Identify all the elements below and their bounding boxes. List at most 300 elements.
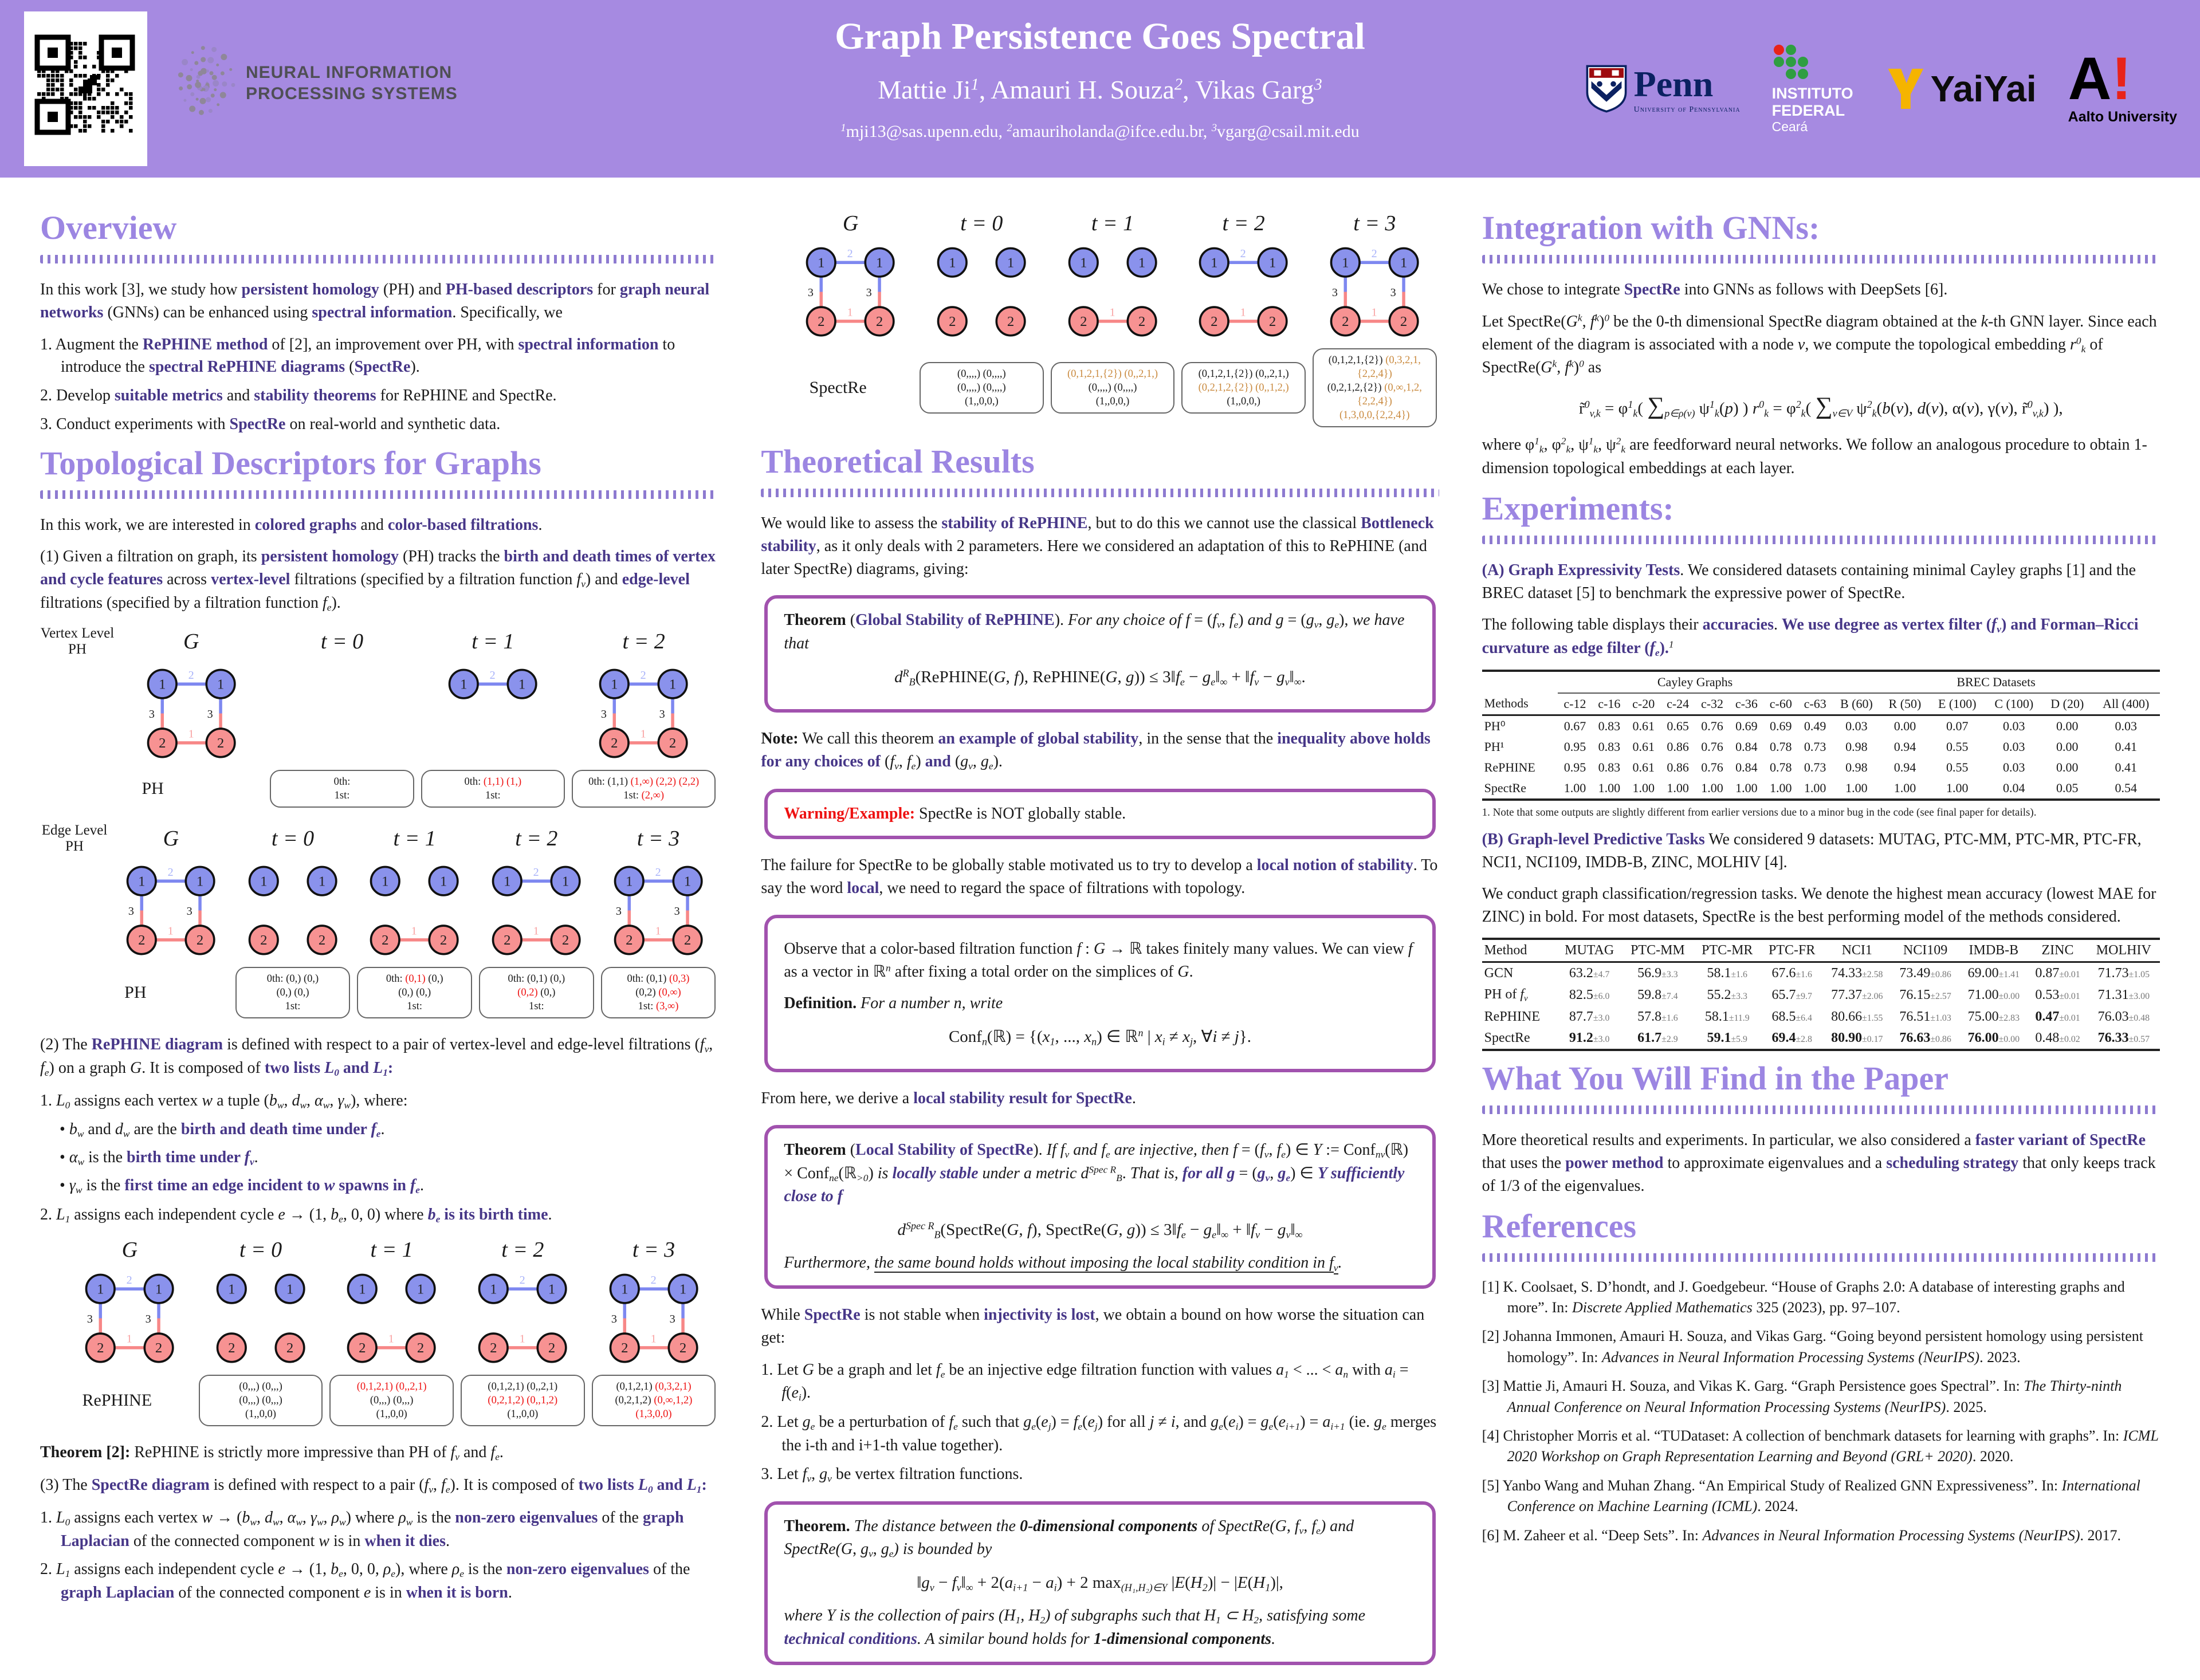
svg-text:1: 1 [318,874,326,890]
section-divider [1482,536,2160,544]
reference-item: [5] Yanbo Wang and Muhan Zhang. “An Empirical Study of Realized GNN Expressiveness”. In: International Conference on Machine Learning (ICML). 2024. [1482,1477,2140,1515]
svg-text:3: 3 [145,1312,151,1325]
figure-row-label: PH [142,778,164,798]
svg-text:2: 2 [655,865,661,879]
svg-text:3: 3 [1332,286,1338,299]
svg-text:1: 1 [286,1281,294,1297]
figure-column-title: t = 2 [1222,211,1265,235]
svg-text:1: 1 [1079,255,1087,271]
svg-text:3: 3 [611,1312,617,1325]
svg-text:2: 2 [155,1340,163,1356]
svg-text:1: 1 [533,924,539,938]
table-row: PH⁰ 0.67 0.83 0.61 0.65 0.76 0.69 0.69 0.49 0.03 0.00 0.07 0.03 0.00 0.03 [1484,718,2137,733]
svg-text:1: 1 [1007,255,1015,271]
definition-box [764,915,1435,1073]
svg-text:1: 1 [411,924,418,938]
svg-text:2: 2 [318,932,326,948]
section-title-overview: Overview [40,209,177,246]
svg-text:1: 1 [126,1332,132,1345]
svg-text:3: 3 [659,707,666,721]
svg-text:1: 1 [440,874,447,890]
graph-diagram [584,660,702,768]
rephine-bullet-3: • γw is the first time an edge incident to w spawns in fe. [60,1174,718,1198]
figure-column-title: G [121,1237,138,1262]
conf-formula: Confn(ℝ) = {(x1, ..., xn) ∈ ℝ$^n$ | xi ≠ xj, ∀i ≠ j}. [948,1027,1252,1048]
table-row: RePHINE 0.95 0.83 0.61 0.86 0.76 0.84 0.78 0.73 0.98 0.94 0.55 0.03 0.00 0.41 [1484,760,2137,774]
svg-text:1: 1 [227,1281,235,1297]
figure-graph-cell [117,660,265,768]
table-column-header: D (20) [2042,693,2092,715]
reference-item: [6] M. Zaheer et al. “Deep Sets”. In: Advances in Neural Information Processing Systems (NeurIPS). 2017. [1482,1526,2121,1544]
figure-graph-cell [1310,238,1439,346]
svg-text:2: 2 [683,932,692,948]
diagram-box: (0,1,2,1,{2}) (0,3,2,1,{2,2,4}) (0,2,1,2,{2}) (0,∞,1,2,{2,2,4}) (1,3,0,0,{2,2,4}) [1313,348,1437,427]
svg-text:2: 2 [949,314,956,330]
aalto-logo-text: Aalto University [2068,108,2177,125]
diagram-box: 0th: (0,1) (0,) (0,2) (0,) 1st: [479,967,594,1018]
svg-text:2: 2 [1371,247,1377,261]
table-group-header [1482,671,1558,693]
svg-text:2: 2 [1342,314,1349,330]
theory-local-paragraph: The failure for SpectRe to be globally stable motivated us to try to develop a local notion of stability. To say the word local, we need to regard the space of filtrations with topology. [761,856,1438,898]
svg-text:2: 2 [227,1340,235,1356]
table-column-header: B (60) [1832,693,1881,715]
table-column-header: c-12 [1558,693,1592,715]
spectre-item-2: 2. L1 assigns each independent cycle e → (1, be, 0, 0, ρe), where ρe is the non-zero eigenvalues of the graph Laplacian of the connected component e is in when it is born. [40,1560,690,1602]
svg-text:2: 2 [138,932,146,948]
neurips-logo [169,34,458,132]
poster-body [0,178,2200,1650]
paper-paragraph: More theoretical results and experiments. In particular, we also considered a faster variant of SpectRe that uses the power method to approximate eigenvalues and a scheduling strategy that only keeps track of 1/3 of the eigenvalues. [1482,1131,2156,1195]
theorem-global-formula: $d^RB(RePHINE(G$, f), RePHINE(G, g)) ≤ 3‖fe − ge‖∞ + ‖fv − gv‖∞. [894,667,1306,688]
svg-text:1: 1 [1109,306,1115,319]
svg-text:1: 1 [1342,255,1349,271]
theorem-local-statement: Theorem (Local Stability of SpectRe). If fv and fe are injective, then f = (fv, fe) ∈ Y := Confnv(ℝ) × Confne(ℝ>0) is locally stable under a metric $d^{Spec R}B$. That is, for all g = (gv, ge) ∈ Y sufficiently close to f [784,1141,1409,1206]
svg-text:1: 1 [1269,255,1276,271]
poster-authors: Mattie Ji$^1$, Amauri H. Souza$^2$, Vikas Garg$^3$ [878,75,1322,104]
section-title-paper-contents: What You Will Find in the Paper [1482,1060,1948,1097]
figure-column-title: t = 0 [271,826,315,851]
penn-shield-icon [1586,65,1627,113]
figure-column-title: t = 2 [501,1237,544,1262]
table-column-header: PTC-MR [1694,939,1761,962]
section-title-experiments: Experiments: [1482,489,1674,527]
svg-text:2: 2 [641,668,647,682]
svg-text:1: 1 [683,874,692,890]
rephine-l0-intro: 1. L0 assigns each vertex w a tuple (bw, dw, αw, γw), where: [40,1091,408,1111]
spectre-figure [761,211,1439,427]
table-column-header: MOLHIV [2088,939,2160,962]
svg-text:1: 1 [818,255,825,271]
svg-text:2: 2 [1400,314,1408,330]
graph-diagram [355,857,473,965]
figure-graph-cell [599,857,718,965]
svg-text:2: 2 [876,314,883,330]
neurips-logo-text: NEURAL INFORMATION PROCESSING SYSTEMS [246,62,458,103]
svg-text:2: 2 [1138,314,1146,330]
svg-text:2: 2 [97,1340,104,1356]
table-column-header: c-32 [1695,693,1730,715]
svg-text:1: 1 [504,874,511,890]
svg-text:2: 2 [489,668,496,682]
neurips-logo-icon [169,34,238,132]
gnn-embedding-formula: r̃$^0$v,k = $\varphi^1k$( ∑p∈ρ(v) $\psi^1k(p)$ ) $r^0k = \varphi^2k$( ∑v∈V $\psi^2k(b(v)$, d(v), α(v), γ(v), r̃$^0$v,k) ), [1579,393,2063,420]
poster-title: Graph Persistence Goes Spectral [835,15,1365,57]
svg-text:1: 1 [158,676,166,693]
figure-graph-cell [786,238,915,346]
experiments-paragraph-3: We conduct graph classification/regression tasks. We denote the highest mean accuracy (lowest MAE for ZINC) in bold. For most datasets, SpectRe is the best performing model of the methods considered. [1482,885,2156,926]
figure-graph-cell [111,857,231,965]
section-divider [40,490,718,499]
svg-text:1: 1 [1400,255,1408,271]
experiments-paragraph-b: (B) Graph-level Predictive Tasks We considered 9 datasets: MUTAG, PTC-MM, PTC-MR, PTC-FR, NCI1, NCI109, IMDB-B, ZINC, MOLHIV [4]. [1482,830,2142,871]
overview-item-3: 3. Conduct experiments with SpectRe on real-world and synthetic data. [40,415,501,433]
graph-diagram [922,238,1040,346]
diagram-box: (0,1,2,1,{2}) (0,,2,1,) (0,2,1,2,{2}) (0,,1,2,) (1,,0,0,) [1181,362,1306,414]
overview-paragraph: In this work [3], we study how persistent homology (PH) and PH-based descriptors for graph neural networks (GNNs) can be enhanced using spectral information. Specifically, we [40,281,710,321]
rephine-figure [40,1237,718,1426]
svg-text:1: 1 [949,255,956,271]
table-column-header: c-36 [1729,693,1763,715]
expressivity-table [1482,670,2160,801]
svg-text:2: 2 [440,932,447,948]
svg-text:1: 1 [1240,306,1247,319]
theory-step-1: 1. Let G be a graph and let fe be an injective edge filtration function with values a1 < ... < an with ai = f(ei). [761,1360,1409,1403]
instituto-federal-icon [1772,43,1810,81]
expressivity-table-wrap [1482,670,2160,801]
svg-text:1: 1 [548,1281,556,1297]
observe-paragraph: Observe that a color-based filtration function f : G → ℝ takes finitely many values. We can view f as a vector in ℝ$^n$ after fixing a total order on the simplices of G. [784,939,1413,981]
theorem-local-formula: $d^{Spec R}B(SpectRe(G$, f), SpectRe(G, g)) ≤ 3‖fe − ge‖∞ + ‖fv − gv‖∞ [897,1220,1303,1241]
svg-text:2: 2 [611,735,618,751]
table-column-header: All (400) [2092,693,2160,715]
table-row: GCN 63.2±4.7 56.9±3.3 58.1±1.6 67.6±1.6 74.33±2.58 73.49±0.86 69.00±1.41 0.87±0.01 71.73±1.05 [1484,965,2150,981]
svg-text:1: 1 [620,1281,628,1297]
graph-diagram [463,1265,582,1372]
table-column-header: ZINC [2028,939,2087,962]
theory-while-paragraph: While SpectRe is not stable when injectivity is lost, we obtain a bound on how worse the situation can get: [761,1306,1425,1347]
figure-row-label: SpectRe [809,378,867,398]
svg-text:3: 3 [669,1312,675,1325]
yaiyai-logo-text: YaiYai [1930,68,2037,109]
yaiyai-logo [1885,67,2037,111]
theorem-global-statement: Theorem (Global Stability of RePHINE). For any choice of f = (fv, fe) and g = (gv, ge), we have that [784,611,1405,653]
svg-text:2: 2 [533,865,539,879]
penn-logo [1586,63,1741,115]
rephine-theorem: Theorem [2]: RePHINE is strictly more impressive than PH of fv and fe. [40,1443,504,1463]
topo-paragraph-2: (1) Given a filtration on graph, its persistent homology (PH) tracks the birth and death times of vertex and cycle features across vertex-level filtrations (specified by a filtration function fv) and edge-level filtrations (specified by a filtration function fe). [40,548,716,613]
theorem-global-stability [764,595,1435,713]
section-divider [1482,1105,2160,1114]
figure-graph-cell [327,1265,456,1372]
instituto-federal-subtext: Ceará [1771,119,1808,135]
figure-side-label: Vertex Level PH [40,625,115,657]
svg-text:1: 1 [625,874,633,890]
svg-text:2: 2 [158,735,166,751]
section-divider [40,255,718,263]
svg-text:2: 2 [548,1340,556,1356]
svg-text:3: 3 [128,904,135,918]
graph-diagram [434,660,552,768]
theory-step-2: 2. Let ge be a perturbation of fe such that ge(ej) = fe(ej) for all j ≠ i, and ge(ei) = ge(ei+1) = ai+1 (ie. ge merges the i-th and i+1-th value together). [761,1413,1437,1455]
figure-graph-cell [233,857,353,965]
svg-text:1: 1 [382,874,389,890]
table-column-header: C (100) [1985,693,2042,715]
figure-graph-cell [65,1265,194,1372]
svg-text:2: 2 [650,1273,657,1286]
svg-text:1: 1 [197,874,204,890]
penn-logo-text: Penn [1633,64,1714,104]
spectre-definition: (3) The SpectRe diagram is defined with respect to a pair (fv, fe). It is composed of two lists L0 and L1: [40,1476,707,1496]
section-divider [1482,255,2160,263]
gnn-paragraph-1: We chose to integrate SpectRe into GNNs as follows with DeepSets [6]. [1482,281,1948,298]
warning-box [764,789,1435,840]
svg-text:1: 1 [388,1332,395,1345]
figure-column-title: G [183,629,199,654]
table-column-header: PTC-MM [1622,939,1694,962]
figure-row-label: RePHINE [82,1390,152,1410]
predictive-table [1482,938,2160,1051]
diagram-box: (0,1,2,1) (0,3,2,1) (0,2,1,2) (0,∞,1,2) (1,3,0,0) [592,1375,716,1426]
graph-diagram [791,238,909,346]
penn-logo-subtext: University of Pennsylvania [1633,105,1741,114]
experiments-paragraph-a: (A) Graph Expressivity Tests. We considered datasets containing minimal Cayley graphs [1] and the BREC dataset [5] to benchmark the expressive power of SpectRe. [1482,561,2136,602]
diagram-box: 0th: (0,1) (0,) (0,) (0,) 1st: [357,967,472,1018]
svg-text:1: 1 [519,1332,525,1345]
section-title-topological-descriptors: Topological Descriptors for Graphs [40,444,541,482]
table-group-header: BREC Datasets [1832,671,2160,693]
table-column-header: R (50) [1881,693,1930,715]
rephine-l1-item: 2. L1 assigns each independent cycle e → (1, be, 0, 0) where be is its birth time. [40,1205,552,1225]
column-left [40,200,718,1680]
theory-paragraph-1: We would like to assess the stability of RePHINE, but to do this we cannot use the classical Bottleneck stability, as it only deals with 2 parameters. Here we considered an adaptation of this to RePHINE (and later SpectRe) diagrams, giving: [761,514,1434,578]
instituto-federal-logo: INSTITUTO FEDERAL Ceará [1772,43,1853,135]
reference-item: [1] K. Coolsaet, S. D’hondt, and J. Goedgebeur. “House of Graphs 2.0: A database of interesting graphs and more”. In: Discrete Applied Mathematics 325 (2023), pp. 97–107. [1482,1278,2125,1316]
theorem-bound-formula: ‖gv − fv‖∞ + 2(ai+1 − ai) + 2 max(H₁,H₂)∈Y |E(H2)| − |E(H1)|, [917,1573,1283,1594]
table-column-header: E (100) [1929,693,1985,715]
gnn-paragraph-3: where $\varphi^1k$, $\varphi^2k$, $\psi^1k$, $\psi^2k$ are feedforward neural networks. We follow an analogous procedure to obtain 1-dimension topological embeddings at each layer. [1482,435,2147,477]
figure-column-title: t = 2 [622,629,665,654]
theory-derive-paragraph: From here, we derive a local stability result for SpectRe. [761,1089,1136,1108]
figure-column-title: G [163,826,179,851]
poster-emails: $^1$mji13@sas.upenn.edu, $^2$amauriholanda@ifce.edu.br, $^3$vgarg@csail.mit.edu [840,122,1360,141]
svg-text:2: 2 [197,932,204,948]
figure-column-title: t = 2 [515,826,558,851]
svg-text:3: 3 [1390,286,1396,299]
svg-text:2: 2 [126,1273,132,1286]
warning-text: Warning/Example: SpectRe is NOT globally stable. [784,804,1126,823]
svg-text:1: 1 [417,1281,425,1297]
gnn-paragraph-2: Let $SpectRe(G^k$, $f^k)^0$ be the 0-th dimensional SpectRe diagram obtained at the k-th GNN layer. Since each element of the diagram is associated with a node v, we compute the topological embedding $r^0k$ of $SpectRe(G^k$, $f^k)^0$ as [1482,312,2157,377]
section-divider [1482,1253,2160,1262]
svg-text:2: 2 [847,247,854,261]
experiments-paragraph-2: The following table displays their accuracies. We use degree as vertex filter (fv) and Forman–Ricci curvature as edge filter (fe).$^1$ [1482,616,2139,659]
graph-diagram [202,1265,320,1372]
svg-text:1: 1 [847,306,854,319]
theorem-bound [764,1501,1435,1665]
figure-graph-cell [355,857,474,965]
svg-text:3: 3 [808,286,814,299]
diagram-box: 0th: (0,) (0,) (0,) (0,) 1st: [235,967,351,1018]
figure-column-title: t = 1 [393,826,436,851]
section-title-theoretical-results: Theoretical Results [761,443,1035,481]
definition-statement: Definition. For a number n, write [784,994,1003,1013]
figure-graph-cell [197,1265,325,1372]
table-column-header: c-24 [1661,693,1695,715]
figure-column-title: t = 1 [1091,211,1134,235]
section-title-references: References [1482,1207,1637,1245]
table-row: RePHINE 87.7±3.0 57.8±1.6 58.1±11.9 68.5±6.4 80.66±1.55 76.51±1.03 75.00±2.83 0.47±0.01 76.03±0.48 [1484,1009,2150,1025]
table-column-header: c-60 [1763,693,1798,715]
svg-text:1: 1 [1211,255,1218,271]
figure-graph-cell [419,660,567,768]
svg-text:1: 1 [490,1281,497,1297]
figure-graph-cell [590,1265,718,1372]
svg-text:3: 3 [866,286,873,299]
figure-column-title: t = 3 [632,1237,675,1262]
reference-item: [4] Christopher Morris et al. “TUDataset: A collection of benchmark datasets for learning with graphs”. In: ICML 2020 Workshop on Graph Representation Learning and Beyond (GRL+ 2020). 2020. [1482,1427,2159,1465]
svg-text:1: 1 [876,255,883,271]
reference-item: [3] Mattie Ji, Amauri H. Souza, and Vikas K. Garg. “Graph Persistence goes Spectral”. In: The Thirty-ninth Annual Conference on Neural Information Processing Systems (NeurIPS). 2025. [1482,1378,2122,1415]
qr-code-icon [33,20,139,158]
svg-text:2: 2 [1211,314,1218,330]
graph-diagram [595,1265,713,1372]
svg-text:1: 1 [650,1332,657,1345]
graph-diagram [332,1265,450,1372]
graph-diagram [1184,238,1302,346]
column-right [1482,200,2160,1680]
figure-column-title: G [842,211,859,235]
diagram-box: (0,,,) (0,,,) (0,,,) (0,,,) (1,,0,0) [199,1375,323,1426]
svg-text:3: 3 [186,904,192,918]
vertex-level-ph-figure [40,625,718,808]
poster-header [0,0,2200,178]
svg-text:1: 1 [138,874,146,890]
figure-column-title: t = 0 [320,629,364,654]
svg-text:1: 1 [655,924,661,938]
figure-column-title: t = 0 [960,211,1003,235]
svg-text:1: 1 [669,676,677,693]
figure-column-title: t = 1 [472,629,514,654]
svg-text:3: 3 [601,707,607,721]
figure-column-title: t = 3 [1353,211,1396,235]
graph-diagram [1315,238,1433,346]
svg-text:2: 2 [217,735,224,751]
table-column-header: Methods [1482,693,1558,715]
svg-text:1: 1 [518,676,526,693]
figure-column-title: t = 0 [239,1237,282,1262]
qr-code [24,11,147,166]
table-group-header: Cayley Graphs [1558,671,1832,693]
figure-graph-cell [268,660,416,768]
figure-graph-cell [458,1265,587,1372]
yaiyai-icon [1885,67,1925,111]
rephine-bullet-2: • αw is the birth time under fv. [60,1146,718,1170]
svg-text:2: 2 [620,1340,628,1356]
table-row: SpectRe 91.2±3.0 61.7±2.9 59.1±5.9 69.4±2.8 80.90±0.17 76.63±0.86 76.00±0.00 0.48±0.02 76.33±0.57 [1484,1030,2150,1046]
svg-text:1: 1 [217,676,224,693]
diagram-box: 0th: 1st: [270,770,414,808]
figure-column-title: t = 1 [370,1237,413,1262]
table-row: PH of fv 82.5±6.0 59.8±7.4 55.2±3.3 65.7±9.7 77.37±2.06 76.15±2.57 71.00±0.00 0.53±0.01 71.31±3.00 [1484,986,2150,1004]
predictive-table-wrap [1482,938,2160,1051]
svg-text:1: 1 [97,1281,104,1297]
svg-text:2: 2 [382,932,389,948]
graph-diagram [477,857,595,965]
diagram-box: 0th: (1,1) (1,) 1st: [421,770,565,808]
svg-text:2: 2 [1240,247,1247,261]
rephine-definition: (2) The RePHINE diagram is defined with respect to a pair of vertex-level and edge-level filtrations (fv, fe) on a graph G. It is composed of two lists L0 and L1: [40,1035,713,1078]
svg-text:3: 3 [148,707,155,721]
overview-item-1: 1. Augment the RePHINE method of [2], an improvement over PH, with spectral information to introduce the spectral RePHINE diagrams (SpectRe). [40,335,675,376]
theorem-bound-statement: Theorem. The distance between the 0-dimensional components of SpectRe(G, fv, fe) and SpectRe(G, gv, ge) is bounded by [784,1517,1354,1560]
figure-side-label: Edge Level PH [41,822,108,854]
spectre-item-1: 1. L0 assigns each vertex w → (bw, dw, αw, γw, ρw) where ρw is the non-zero eigenvalues of the graph Laplacian of the connected component w is in when it dies. [40,1508,684,1550]
overview-item-2: 2. Develop suitable metrics and stability theorems for RePHINE and SpectRe. [40,387,557,404]
column-middle [761,200,1439,1680]
svg-text:1: 1 [359,1281,366,1297]
figure-graph-cell [1048,238,1177,346]
table-column-header: MUTAG [1557,939,1622,962]
svg-text:2: 2 [669,735,677,751]
table-footnote: 1. Note that some outputs are slightly different from earlier versions due to a minor bug in the code (see final paper for details). [1482,806,2037,819]
theorem-local-furthermore: Furthermore, the same bound holds without imposing the local stability condition in fv. [784,1254,1342,1273]
svg-text:3: 3 [674,904,680,918]
table-row: SpectRe 1.00 1.00 1.00 1.00 1.00 1.00 1.00 1.00 1.00 1.00 1.00 0.04 0.05 0.54 [1484,780,2137,795]
svg-text:1: 1 [1371,306,1377,319]
table-row: PH¹ 0.95 0.83 0.61 0.86 0.76 0.84 0.78 0.73 0.98 0.94 0.55 0.03 0.00 0.41 [1484,739,2137,754]
topo-paragraph-1: In this work, we are interested in colored graphs and color-based filtrations. [40,516,543,534]
svg-text:1: 1 [460,676,467,693]
table-column-header: IMDB-B [1959,939,2028,962]
title-block [699,15,1501,141]
theorem-local-stability [764,1125,1435,1289]
svg-text:2: 2 [286,1340,294,1356]
table-column-header: c-63 [1798,693,1832,715]
graph-diagram [132,660,250,768]
aalto-logo-mark: A! [2068,45,2132,113]
svg-text:2: 2 [417,1340,425,1356]
svg-text:2: 2 [625,932,633,948]
svg-text:2: 2 [359,1340,366,1356]
svg-text:1: 1 [679,1281,687,1297]
affiliation-logos [1586,0,2177,178]
theory-step-3: 3. Let fv, gv be vertex filtration functions. [761,1465,1023,1485]
graph-diagram [234,857,352,965]
svg-text:1: 1 [188,727,194,741]
svg-text:3: 3 [207,707,213,721]
diagram-box: (0,1,2,1) (0,,2,1) (0,,,) (0,,,) (1,,0,0) [329,1375,454,1426]
table-column-header: PTC-FR [1761,939,1823,962]
diagram-box: (0,,,,) (0,,,,) (0,,,,) (0,,,,) (1,,0,0,) [920,362,1044,414]
table-column-header: c-20 [1627,693,1661,715]
svg-text:1: 1 [167,924,174,938]
svg-text:2: 2 [490,1340,497,1356]
aalto-exclamation: ! [2111,45,2132,113]
svg-text:2: 2 [1269,314,1276,330]
graph-diagram [1054,238,1172,346]
figure-graph-cell [917,238,1046,346]
reference-item: [2] Johanna Immonen, Amauri H. Souza, and Vikas Garg. “Going beyond persistent homology using persistent homology”. In: Advances in Neural Information Processing Systems (NeurIPS). 2023. [1482,1328,2143,1366]
svg-text:2: 2 [1079,314,1087,330]
diagram-box: (0,1,2,1) (0,,2,1) (0,2,1,2) (0,,1,2) (1,,0,0) [461,1375,585,1426]
figure-graph-cell [477,857,596,965]
figure-graph-cell [569,660,718,768]
figure-row-label: PH [124,982,147,1002]
svg-text:1: 1 [155,1281,163,1297]
rephine-bullet-1: • bw and dw are the birth and death time under fe. [60,1118,718,1142]
theorem-bound-where: where Y is the collection of pairs (H1, H2) of subgraphs such that H1 ⊂ H2, satisfying some technical conditions. A similar bound holds for 1-dimensional components. [784,1607,1365,1648]
